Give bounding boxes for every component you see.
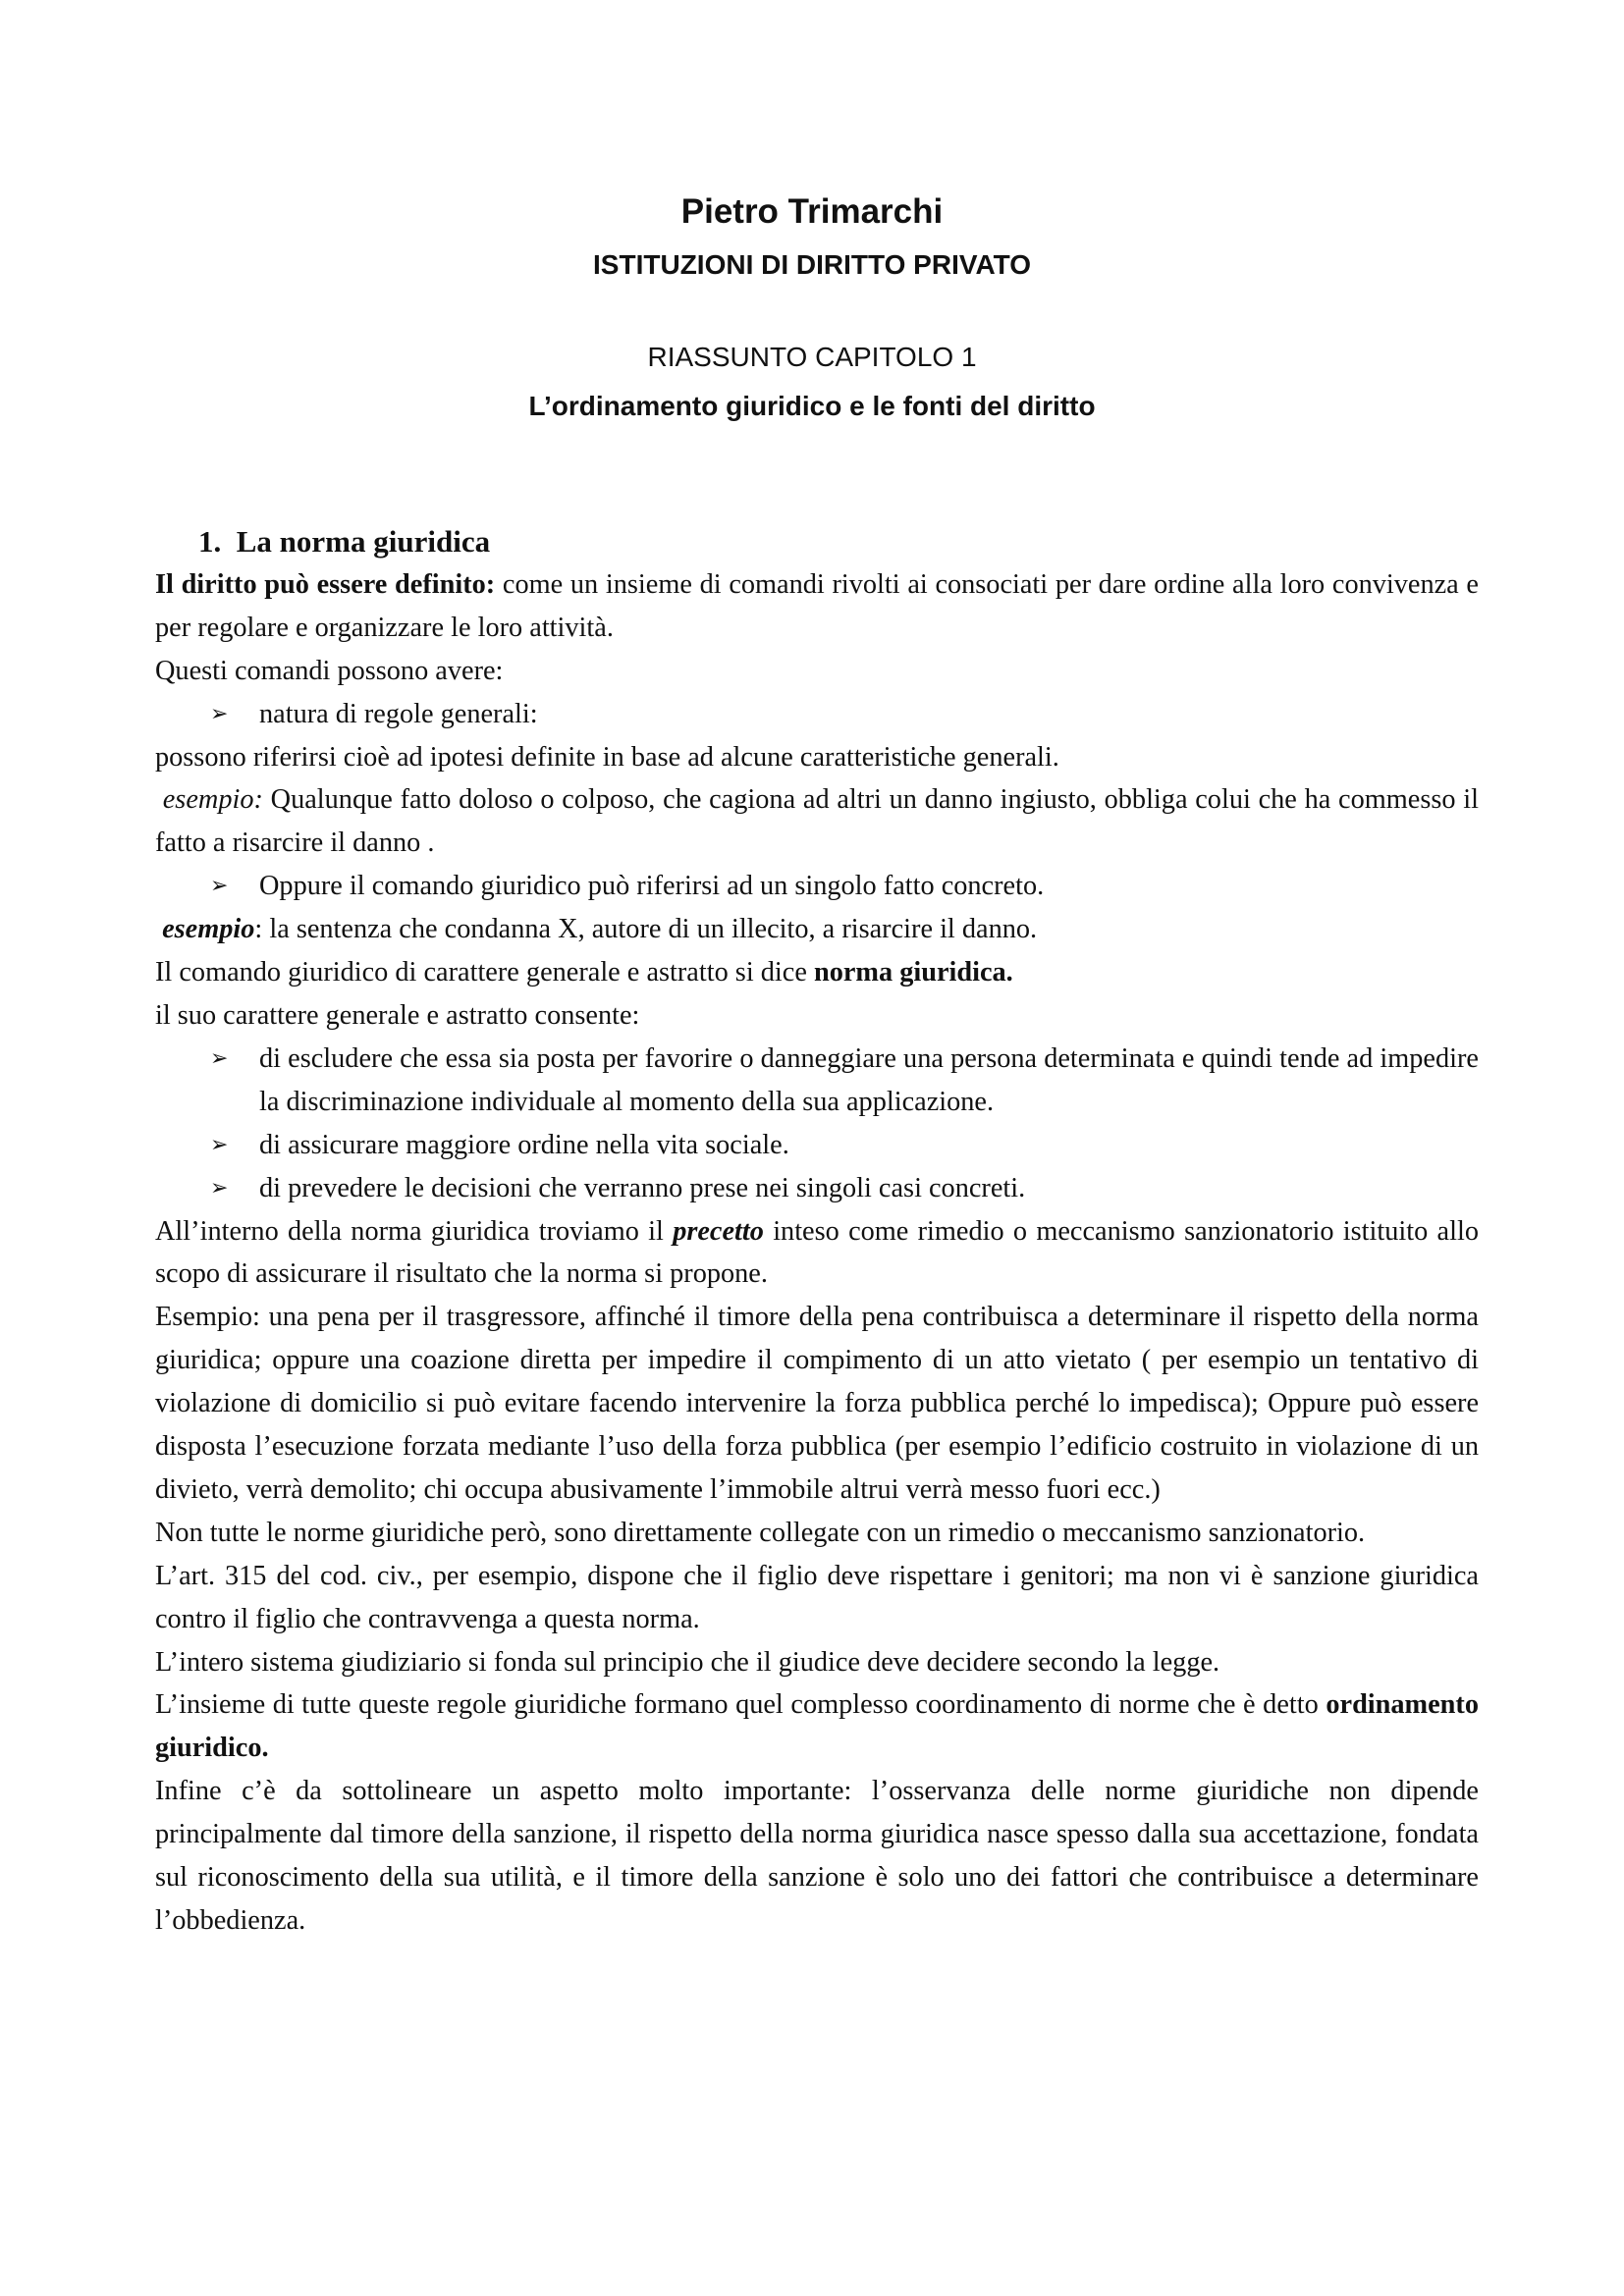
norm-definition (155, 951, 1479, 994)
ordinamento-paragraph (155, 1683, 1479, 1770)
bullet-arrow-icon: ➢ (210, 1175, 229, 1201)
section-number: 1. (198, 524, 222, 559)
norm-term: norma giuridica. (813, 957, 1013, 988)
bullet-text: di prevedere le decisioni che verranno prese nei singoli casi concreti. (259, 1172, 1026, 1203)
bullet-text: Oppure il comando giuridico può riferirsi ad un singolo fatto concreto. (259, 871, 1045, 902)
example-paragraph (155, 908, 1479, 951)
commands-intro: Questi comandi possono avere: (155, 655, 504, 686)
bullet-item (155, 1167, 1479, 1210)
chapter-title: L’ordinamento giuridico e le fonti del diritto (528, 391, 1096, 421)
example-text: : la sentenza che condanna X, autore di un illecito, a risarcire il danno. (254, 914, 1038, 945)
book-title: ISTITUZIONI DI DIRITTO PRIVATO (593, 249, 1031, 280)
bullet-item (155, 1038, 1479, 1124)
ordinamento-term: ordinamento giuridico. (155, 1689, 1479, 1764)
section-title: La norma giuridica (236, 524, 491, 559)
bullet-item (155, 1124, 1479, 1167)
bullet-text: di assicurare maggiore ordine nella vita sociale. (259, 1129, 789, 1160)
author-name: Pietro Trimarchi (680, 192, 944, 231)
example-text: Qualunque fatto doloso o colposo, che cagiona ad altri un danno ingiusto, obbliga colui che ha commesso il fatto a risarcire il danno . (155, 784, 1479, 859)
bullet-text: di escludere che essa sia posta per favorire o danneggiare una persona determinata e quindi tende ad impedire la discriminazione individuale al momento della sua applicazione. (259, 1042, 1479, 1117)
example-paragraph (155, 778, 1479, 865)
example-label: esempio (162, 914, 255, 945)
bullet-arrow-icon: ➢ (210, 701, 229, 726)
precept-term: precetto (673, 1215, 764, 1247)
allows-intro: il suo carattere generale e astratto consente: (155, 999, 640, 1031)
definition-text: come un insieme di comandi rivolti ai consociati per dare ordine alla loro convivenza e per regolare e organizzare le loro attività. (155, 568, 1479, 643)
paragraph: Non tutte le norme giuridiche però, sono direttamente collegate con un rimedio o meccanismo sanzionatorio. (155, 1517, 1366, 1548)
bullet-item (155, 693, 1479, 736)
example-paragraph: Esempio: una pena per il trasgressore, affinché il timore della pena contribuisca a determinare il rispetto della norma giuridica; oppure una coazione diretta per impedire il compimento di un atto vietato ( per esempio un tentativo di violazione di domicilio si può evitare facendo intervenire la forza pubblica perché lo impedisca); Oppure può essere disposta l’esecuzione forzata mediante l’uso della forza pubblica (per esempio l’edificio costruito in violazione di un divieto, verrà demolito; chi occupa abusivamente l’immobile altrui verrà messo fuori ecc.) (155, 1302, 1479, 1505)
example-label: esempio: (162, 784, 263, 816)
norm-definition-text: Il comando giuridico di carattere generale e astratto si dice (155, 957, 814, 988)
section-heading (198, 520, 1479, 563)
paragraph: L’art. 315 del cod. civ., per esempio, dispone che il figlio deve rispettare i genitori; ma non vi è sanzione giuridica contro il figlio che contravvenga a questa norma. (155, 1560, 1479, 1634)
final-paragraph: Infine c’è da sottolineare un aspetto molto importante: l’osservanza delle norme giuridiche non dipende principalmente dal timore della sanzione, il rispetto della norma giuridica nasce spesso dalla sua accettazione, fondata sul riconoscimento della sua utilità, e il timore della sanzione è solo uno dei fattori che contribuisce a determinare l’obbedienza. (155, 1776, 1479, 1936)
precept-text-rest: inteso come rimedio o meccanismo sanzionatorio istituito allo scopo di assicurare il risultato che la norma si propone. (155, 1215, 1479, 1290)
bullet-item (155, 865, 1479, 908)
precept-paragraph (155, 1210, 1479, 1297)
bullet-text: natura di regole generali: (259, 698, 538, 729)
summary-label: RIASSUNTO CAPITOLO 1 (647, 342, 977, 372)
definition-lead: Il diritto può essere definito: (155, 568, 496, 600)
paragraph: L’intero sistema giudiziario si fonda sul principio che il giudice deve decidere secondo la legge. (155, 1646, 1220, 1678)
definition-paragraph (155, 563, 1479, 650)
ordinamento-text: L’insieme di tutte queste regole giuridiche formano quel complesso coordinamento di norme che è detto (155, 1689, 1326, 1721)
general-description: possono riferirsi cioè ad ipotesi definite in base ad alcune caratteristiche generali. (155, 741, 1059, 773)
bullet-arrow-icon: ➢ (210, 1045, 229, 1071)
bullet-arrow-icon: ➢ (210, 1132, 229, 1157)
precept-text: All’interno della norma giuridica troviamo il (155, 1215, 674, 1247)
document-body (155, 520, 1479, 1943)
bullet-arrow-icon: ➢ (210, 874, 229, 899)
